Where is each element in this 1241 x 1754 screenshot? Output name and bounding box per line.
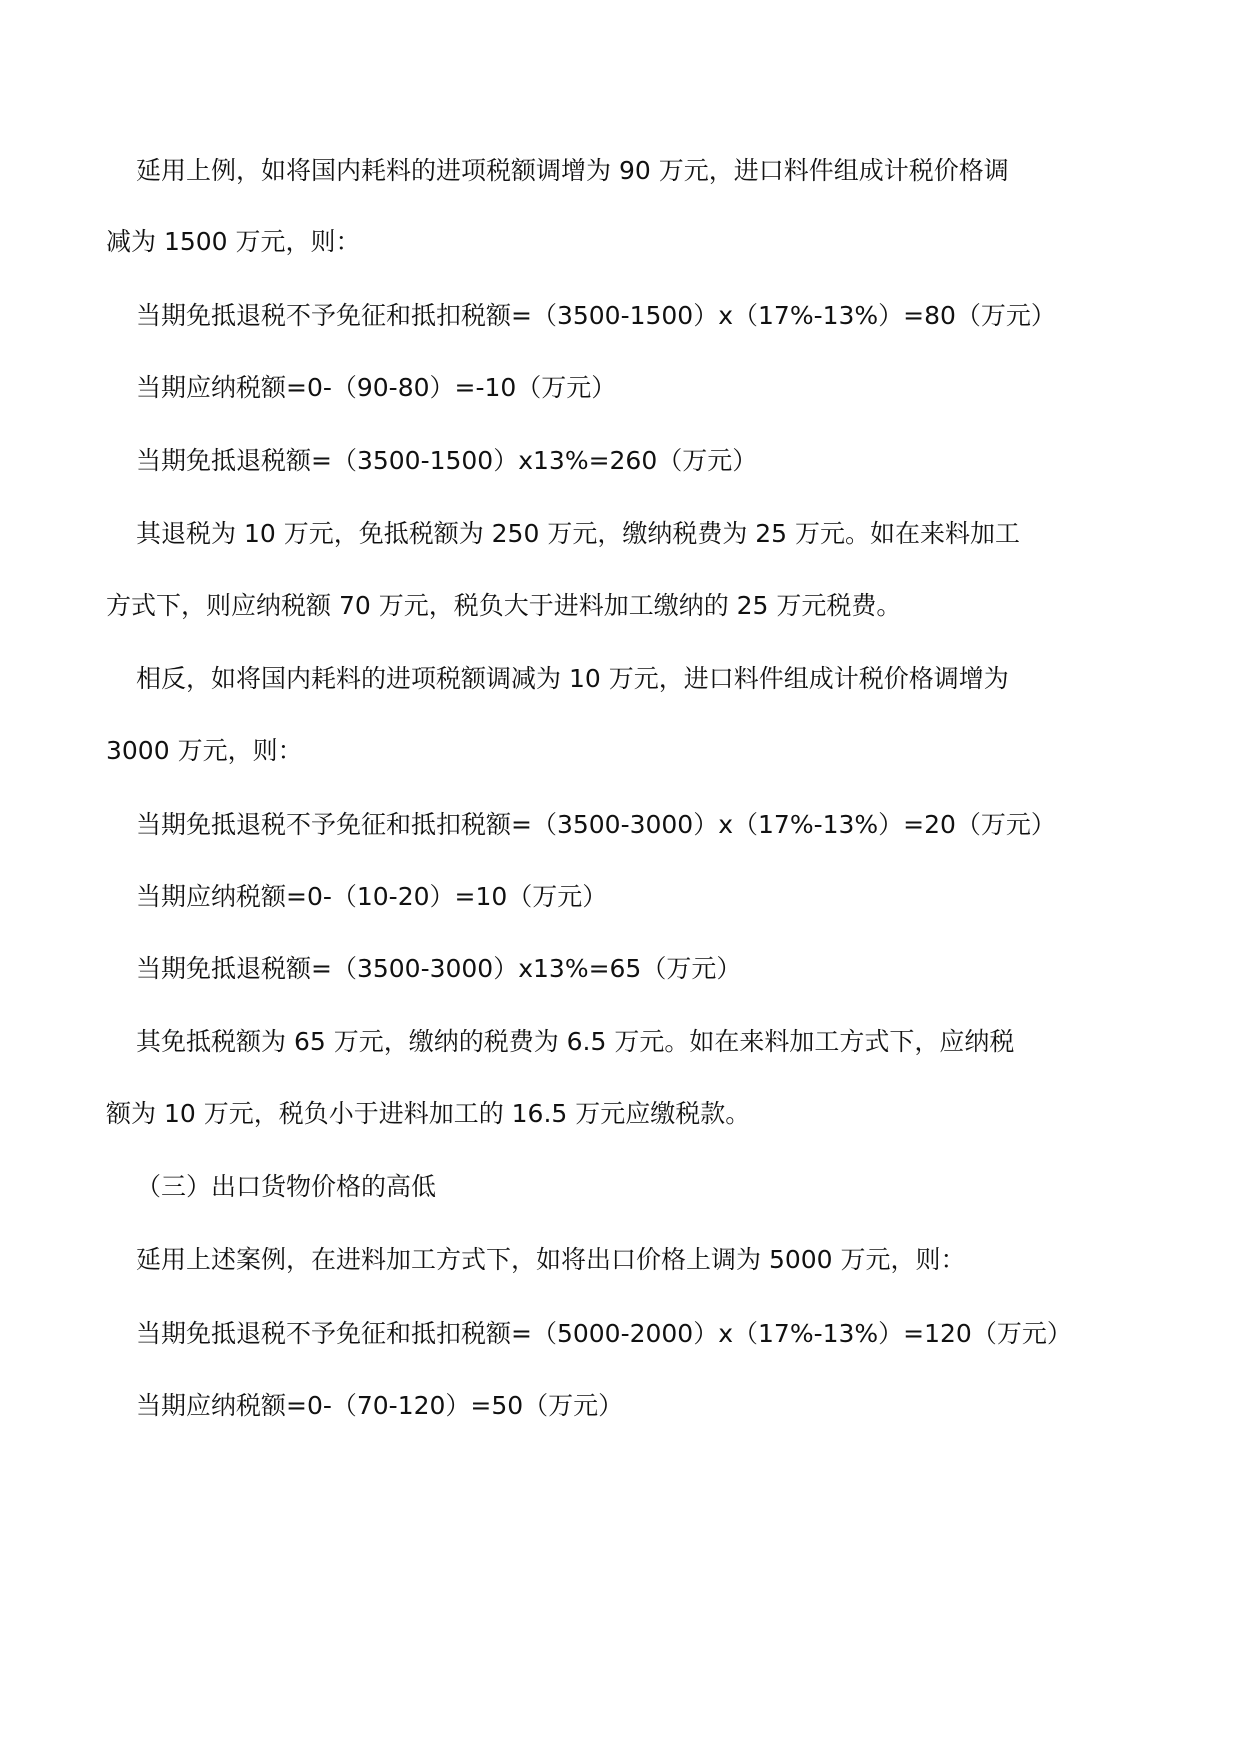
paragraph-line-2: 减为 1500 万元，则：	[106, 227, 361, 256]
formula-line-2: 当期应纳税额=0-（90-80）=-10（万元）	[136, 373, 617, 402]
formula-line-1: 当期免抵退税不予免征和抵扣税额=（3500-1500）x（17%-13%）=80（万元）	[136, 301, 1056, 330]
paragraph-line-1: 延用上例，如将国内耗料的进项税额调增为 90 万元，进口料件组成计税价格调	[136, 156, 1009, 185]
paragraph-line-7: 其免抵税额为 65 万元，缴纳的税费为 6.5 万元。如在来料加工方式下，应纳税	[136, 1027, 1015, 1056]
formula-line-8: 当期应纳税额=0-（70-120）=50（万元）	[136, 1391, 624, 1420]
paragraph-line-3: 其退税为 10 万元，免抵税额为 250 万元，缴纳税费为 25 万元。如在来料加工	[136, 519, 1021, 548]
formula-line-6: 当期免抵退税额=（3500-3000）x13%=65（万元）	[136, 954, 742, 983]
section-heading: （三）出口货物价格的高低	[136, 1172, 437, 1201]
formula-line-4: 当期免抵退税不予免征和抵扣税额=（3500-3000）x（17%-13%）=20（万元）	[136, 810, 1056, 839]
paragraph-line-4: 方式下，则应纳税额 70 万元，税负大于进料加工缴纳的 25 万元税费。	[106, 591, 902, 620]
paragraph-line-5: 相反，如将国内耗料的进项税额调减为 10 万元，进口料件组成计税价格调增为	[136, 664, 1009, 693]
formula-line-7: 当期免抵退税不予免征和抵扣税额=（5000-2000）x（17%-13%）=120（万元）	[136, 1319, 1072, 1348]
formula-line-3: 当期免抵退税额=（3500-1500）x13%=260（万元）	[136, 446, 758, 475]
paragraph-line-9: 延用上述案例，在进料加工方式下，如将出口价格上调为 5000 万元，则：	[136, 1245, 966, 1274]
paragraph-line-8: 额为 10 万元，税负小于进料加工的 16.5 万元应缴税款。	[106, 1099, 751, 1128]
paragraph-line-6: 3000 万元，则：	[106, 736, 303, 765]
formula-line-5: 当期应纳税额=0-（10-20）=10（万元）	[136, 882, 608, 911]
